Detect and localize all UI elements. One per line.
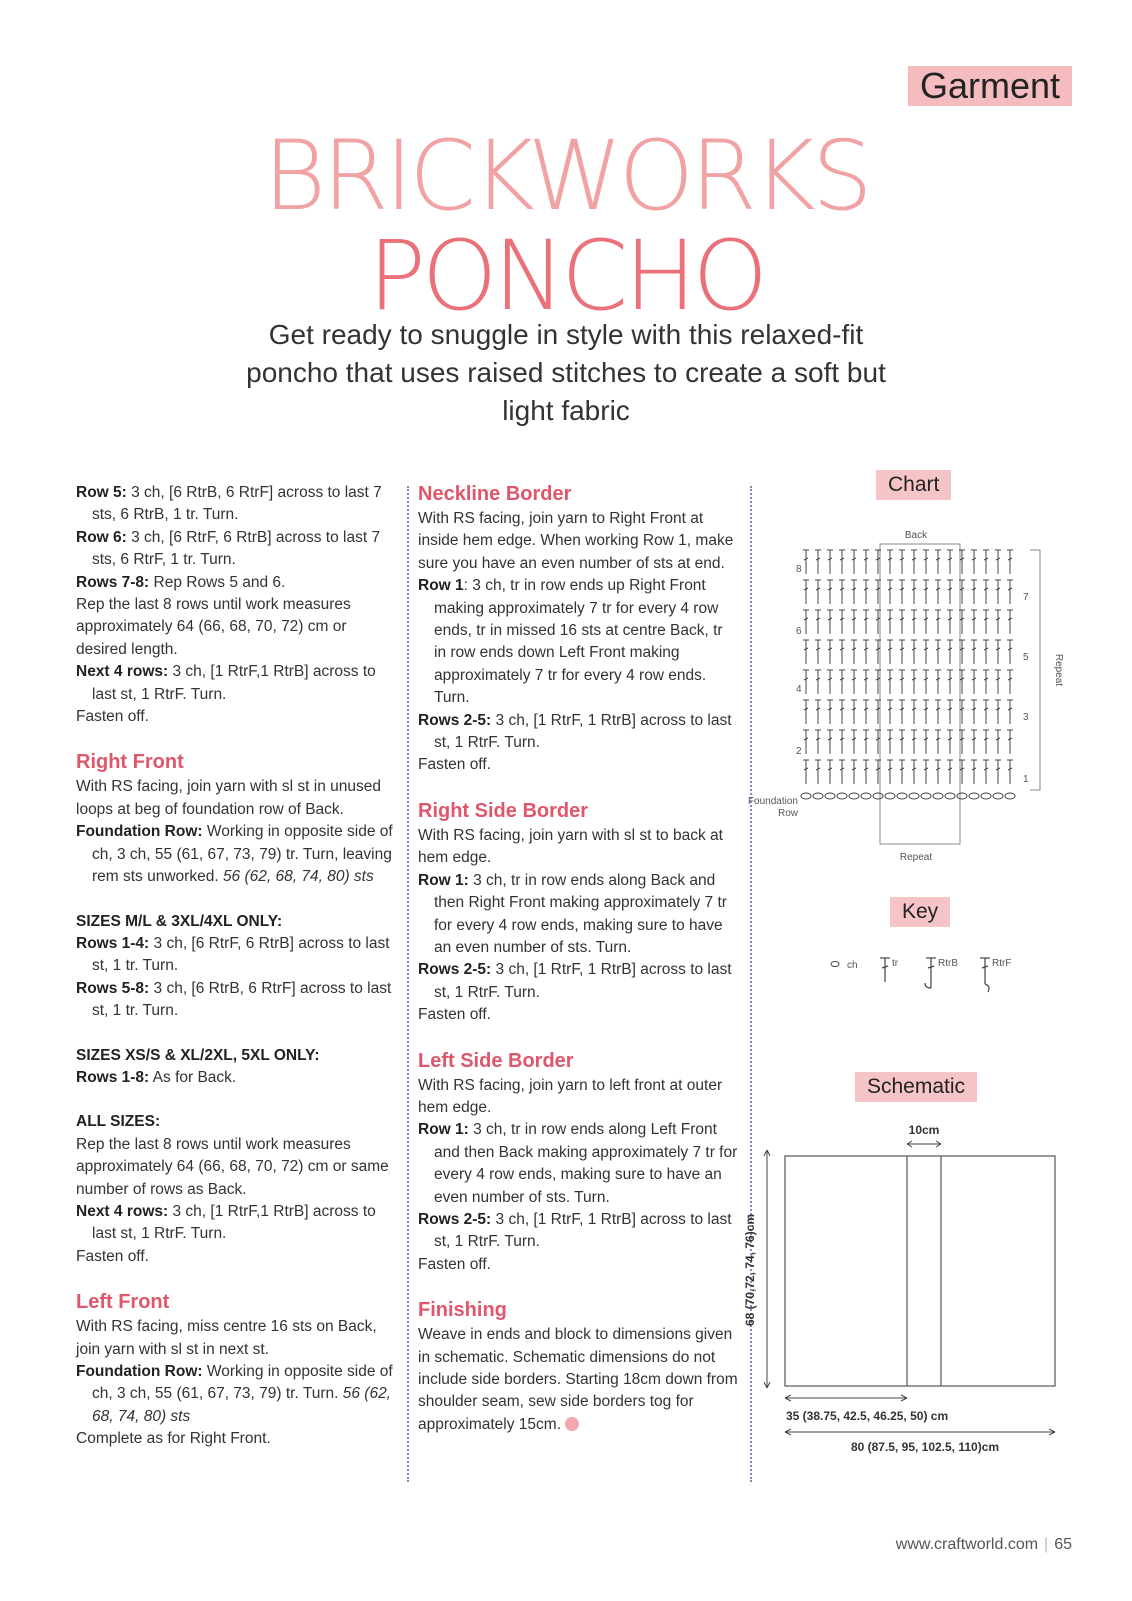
chart-stitch	[827, 760, 833, 784]
chart-row-number: 6	[796, 626, 802, 637]
all-sizes-heading: ALL SIZES:	[76, 1113, 161, 1131]
chart-stitch	[863, 760, 869, 784]
fasten-off: Fasten off.	[76, 1247, 149, 1265]
chart-stitch	[851, 550, 857, 574]
finishing-heading: Finishing	[418, 1299, 507, 1322]
chart-stitch	[971, 610, 977, 634]
right-side-border-rows-2-5: Rows 2-5: 3 ch, [1 RtrF, 1 RtrB] across to last st, 1 RtrF. Turn.	[418, 961, 732, 1001]
chart-stitch	[815, 610, 821, 634]
yarn-ball-icon	[565, 1417, 579, 1431]
chart-stitch	[863, 580, 869, 604]
right-side-border-row-1: Row 1: 3 ch, tr in row ends along Back and then Right Front making approximately 7 tr for every 4 row ends, making sure to have an even number of sts. Turn.	[418, 871, 727, 956]
chart-stitch	[971, 760, 977, 784]
chart-stitch	[899, 640, 905, 664]
chart-stitch	[899, 760, 905, 784]
neckline-intro: With RS facing, join yarn to Right Front at inside hem edge. When working Row 1, make sure you have an even number of sts at end.	[418, 510, 734, 572]
chart-stitch	[911, 550, 917, 574]
chart-label: Chart	[876, 470, 951, 500]
chart-stitch	[947, 700, 953, 724]
chart-chain-stitch	[1005, 793, 1015, 799]
chart-stitch	[887, 640, 893, 664]
chart-chain-stitch	[897, 793, 907, 799]
chart-stitch	[899, 730, 905, 754]
chart-stitch	[935, 700, 941, 724]
left-side-border-rows-2-5: Rows 2-5: 3 ch, [1 RtrF, 1 RtrB] across to last st, 1 RtrF. Turn.	[418, 1210, 732, 1251]
chart-stitch	[803, 700, 809, 724]
chart-chain-stitch	[813, 793, 823, 799]
chart-stitch	[983, 580, 989, 604]
chart-stitch	[983, 730, 989, 754]
chart-chain-stitch	[957, 793, 967, 799]
chart-stitch	[995, 610, 1001, 634]
right-front-heading: Right Front	[76, 751, 184, 774]
chart-stitch	[911, 760, 917, 784]
chart-stitch	[995, 580, 1001, 604]
chart-stitch	[827, 700, 833, 724]
xs-rows-1-8: Rows 1-8: As for Back.	[76, 1068, 237, 1086]
chart-repeat-side-label: Repeat	[1053, 653, 1064, 687]
left-front-heading: Left Front	[76, 1291, 170, 1314]
stitch-chart	[740, 520, 1080, 870]
fasten-off: Fasten off.	[418, 756, 491, 774]
footer-url: www.craftworld.com	[895, 1536, 1039, 1553]
chart-stitch	[983, 640, 989, 664]
chart-back-label: Back	[904, 530, 928, 541]
chart-stitch	[983, 670, 989, 694]
chart-stitch	[839, 550, 845, 574]
chart-stitch	[923, 700, 929, 724]
schematic-label: Schematic	[855, 1072, 977, 1102]
chart-stitch	[995, 550, 1001, 574]
chart-stitch	[815, 580, 821, 604]
neckline-border-heading: Neckline Border	[418, 483, 572, 505]
chart-stitch	[851, 760, 857, 784]
page-number: 65	[1054, 1536, 1072, 1553]
chart-stitch	[911, 730, 917, 754]
schematic-full-width: 80 (87.5, 95, 102.5, 110)cm	[850, 1440, 1000, 1454]
chart-stitch	[923, 670, 929, 694]
chart-stitch	[827, 550, 833, 574]
chart-stitch	[911, 610, 917, 634]
chart-stitch	[971, 670, 977, 694]
chart-stitch	[911, 670, 917, 694]
chart-stitch-rows	[801, 550, 1015, 799]
chart-row-number: 1	[1023, 774, 1029, 785]
schematic-height: 68 (70,72, 74, 76)cm	[743, 1213, 757, 1327]
chart-stitch	[995, 730, 1001, 754]
chart-stitch	[803, 580, 809, 604]
chart-stitch	[995, 640, 1001, 664]
chain-symbol-icon	[831, 962, 839, 967]
schematic-diagram	[740, 1110, 1080, 1470]
chart-stitch	[1007, 730, 1013, 754]
footer-separator: |	[1044, 1536, 1049, 1553]
chart-stitch	[839, 730, 845, 754]
chart-stitch	[827, 640, 833, 664]
chart-stitch	[899, 670, 905, 694]
chart-row-number: 4	[796, 684, 802, 695]
chart-stitch	[827, 610, 833, 634]
chart-stitch	[839, 640, 845, 664]
chart-stitch	[803, 640, 809, 664]
chart-chain-stitch	[921, 793, 931, 799]
sizes-xs-heading: SIZES XS/S & XL/2XL, 5XL ONLY:	[76, 1046, 320, 1064]
chart-stitch	[887, 550, 893, 574]
chart-row-number: 7	[1023, 592, 1029, 603]
chart-stitch	[803, 550, 809, 574]
chart-foundation-label-1: Foundation	[747, 796, 798, 807]
chart-row-number: 3	[1023, 712, 1029, 723]
chart-chain-stitch	[873, 793, 883, 799]
chart-stitch	[947, 610, 953, 634]
chart-chain-stitch	[825, 793, 835, 799]
chart-stitch	[923, 730, 929, 754]
chart-chain-stitch	[909, 793, 919, 799]
chart-stitch	[827, 730, 833, 754]
chart-chain-stitch	[981, 793, 991, 799]
chart-stitch	[815, 700, 821, 724]
chart-stitch	[851, 610, 857, 634]
chart-stitch	[863, 700, 869, 724]
chart-stitch	[923, 580, 929, 604]
chart-stitch	[863, 670, 869, 694]
chart-stitch	[803, 670, 809, 694]
chart-stitch	[947, 580, 953, 604]
right-side-border-heading: Right Side Border	[418, 799, 589, 822]
fasten-off: Fasten off.	[76, 708, 149, 726]
chart-stitch	[899, 610, 905, 634]
chart-stitch	[851, 730, 857, 754]
chart-stitch	[935, 730, 941, 754]
chart-chain-stitch	[861, 793, 871, 799]
rows-7-8-instruction: Rows 7-8: Rep Rows 5 and 6.	[76, 573, 286, 591]
key-rtrb-label: RtrB	[938, 958, 958, 969]
left-front-intro: With RS facing, miss centre 16 sts on Back, join yarn with sl st in next st.	[76, 1318, 377, 1358]
left-side-border-heading: Left Side Border	[418, 1049, 574, 1072]
rtrf-symbol-icon	[980, 958, 990, 992]
chart-stitch	[827, 670, 833, 694]
chart-stitch	[839, 670, 845, 694]
chart-stitch	[983, 760, 989, 784]
chart-stitch	[839, 760, 845, 784]
chart-stitch	[923, 760, 929, 784]
rtrb-symbol-icon	[925, 958, 936, 988]
chart-stitch	[911, 700, 917, 724]
left-front-foundation: Foundation Row: Working in opposite side of ch, 3 ch, 55 (61, 67, 73, 79) tr. Turn. 56 (62, 68, 74, 80) sts	[76, 1363, 393, 1425]
chart-stitch	[947, 670, 953, 694]
chart-row-number: 5	[1023, 652, 1029, 663]
chart-row-number: 2	[796, 746, 802, 757]
chart-stitch	[827, 580, 833, 604]
chart-row-number: 8	[796, 564, 802, 575]
chart-chain-stitch	[885, 793, 895, 799]
chart-stitch	[995, 760, 1001, 784]
next-4-rows-instruction: Next 4 rows: 3 ch, [1 RtrF,1 RtrB] across to last st, 1 RtrF. Turn.	[76, 663, 376, 703]
key-tr-label: tr	[892, 958, 899, 969]
chart-stitch	[947, 640, 953, 664]
chart-stitch	[947, 730, 953, 754]
chart-stitch	[971, 700, 977, 724]
ml-rows-5-8: Rows 5-8: 3 ch, [6 RtrB, 6 RtrF] across to last st, 1 tr. Turn.	[76, 979, 392, 1020]
chart-stitch	[887, 610, 893, 634]
chart-stitch	[983, 700, 989, 724]
chart-stitch	[971, 730, 977, 754]
chart-stitch	[923, 550, 929, 574]
left-front-complete: Complete as for Right Front.	[76, 1430, 271, 1448]
key-ch-label: ch	[847, 960, 858, 971]
chart-stitch	[923, 610, 929, 634]
right-front-foundation: Foundation Row: Working in opposite side of ch, 3 ch, 55 (61, 67, 73, 79) tr. Turn, leaving rem sts unworked. 56 (62, 68, 74, 80) sts	[76, 823, 393, 886]
schematic-neck-width: 10cm	[908, 1123, 940, 1137]
row-6-instruction: Row 6: 3 ch, [6 RtrF, 6 RtrB] across to last 7 sts, 6 RtrF, 1 tr. Turn.	[76, 528, 381, 569]
right-front-intro: With RS facing, join yarn with sl st in unused loops at beg of foundation row of Back.	[76, 778, 381, 818]
chart-stitch	[935, 640, 941, 664]
chart-repeat-label: Repeat	[899, 852, 933, 863]
chart-stitch	[803, 760, 809, 784]
chart-chain-stitch	[945, 793, 955, 799]
chart-stitch	[995, 670, 1001, 694]
chart-stitch	[839, 580, 845, 604]
chart-stitch	[839, 700, 845, 724]
sizes-ml-heading: SIZES M/L & 3XL/4XL ONLY:	[76, 912, 283, 930]
all-sizes-next-4-rows: Next 4 rows: 3 ch, [1 RtrF,1 RtrB] across to last st, 1 RtrF. Turn.	[76, 1202, 376, 1243]
footer	[896, 1536, 1072, 1554]
column-2	[418, 482, 738, 1436]
all-sizes-repeat: Rep the last 8 rows until work measures approximately 64 (66, 68, 70, 72) cm or same number of rows as Back.	[76, 1135, 389, 1198]
chart-chain-stitch	[849, 793, 859, 799]
key-label: Key	[890, 897, 950, 927]
chart-stitch	[1007, 580, 1013, 604]
chart-stitch	[899, 550, 905, 574]
chart-chain-stitch	[933, 793, 943, 799]
chart-chain-stitch	[801, 793, 811, 799]
stitch-key	[820, 950, 1040, 1000]
chart-stitch	[863, 730, 869, 754]
right-side-border-intro: With RS facing, join yarn with sl st to back at hem edge.	[418, 826, 723, 867]
chart-stitch	[887, 670, 893, 694]
chart-stitch	[887, 700, 893, 724]
finishing-text: Weave in ends and block to dimensions given in schematic. Schematic dimensions do not include side borders. Starting 18cm down from shoulder seam, sew side borders tog for approximately 15cm.	[418, 1326, 738, 1433]
chart-stitch	[983, 610, 989, 634]
chart-stitch	[935, 550, 941, 574]
column-divider	[407, 486, 409, 1482]
schematic-half-width: 35 (38.75, 42.5, 46.25, 50) cm	[786, 1409, 949, 1423]
chart-stitch	[887, 730, 893, 754]
chart-stitch	[851, 640, 857, 664]
chart-stitch	[923, 640, 929, 664]
chart-chain-stitch	[969, 793, 979, 799]
chart-stitch	[1007, 640, 1013, 664]
neckline-row-1: Row 1: 3 ch, tr in row ends up Right Front making approximately 7 tr for every 4 row ends, tr in missed 16 sts at centre Back, tr in row ends down Left Front making approximately 7 tr for every 4 row ends. Turn.	[418, 577, 723, 707]
chart-stitch	[815, 640, 821, 664]
chart-stitch	[935, 760, 941, 784]
subtitle: Get ready to snuggle in style with this relaxed-fit poncho that uses raised stitches to create a soft but light fabric	[246, 319, 886, 426]
treble-symbol-icon	[880, 958, 890, 982]
key-rtrf-label: RtrF	[992, 958, 1012, 969]
chart-stitch	[1007, 760, 1013, 784]
chart-stitch	[863, 610, 869, 634]
chart-stitch	[815, 760, 821, 784]
chart-stitch	[887, 580, 893, 604]
chart-stitch	[1007, 610, 1013, 634]
chart-stitch	[863, 640, 869, 664]
fasten-off: Fasten off.	[418, 1006, 491, 1024]
chart-stitch	[851, 670, 857, 694]
chart-stitch	[983, 550, 989, 574]
section-tag: Garment	[908, 66, 1072, 106]
repeat-instruction: Rep the last 8 rows until work measures approximately 64 (66, 68, 70, 72) cm or desired length.	[76, 596, 351, 658]
chart-stitch	[803, 610, 809, 634]
chart-chain-stitch	[993, 793, 1003, 799]
title-line-1: BRICKWORKS	[263, 120, 869, 232]
chart-stitch	[899, 700, 905, 724]
title-line-2: PONCHO	[367, 220, 765, 332]
chart-stitch	[887, 760, 893, 784]
chart-stitch	[815, 670, 821, 694]
chart-stitch	[971, 580, 977, 604]
row-5-instruction: Row 5: 3 ch, [6 RtrB, 6 RtrF] across to last 7 sts, 6 RtrB, 1 tr. Turn.	[76, 484, 382, 524]
chart-stitch	[851, 580, 857, 604]
chart-stitch	[935, 580, 941, 604]
chart-stitch	[971, 550, 977, 574]
chart-stitch	[815, 730, 821, 754]
chart-stitch	[995, 700, 1001, 724]
chart-stitch	[815, 550, 821, 574]
chart-repeat-bracket	[1030, 550, 1040, 790]
left-side-border-intro: With RS facing, join yarn to left front at outer hem edge.	[418, 1076, 723, 1116]
chart-chain-stitch	[837, 793, 847, 799]
chart-stitch	[911, 580, 917, 604]
chart-stitch	[851, 700, 857, 724]
column-1	[76, 482, 396, 1451]
chart-stitch	[971, 640, 977, 664]
chart-stitch	[935, 670, 941, 694]
chart-stitch	[947, 760, 953, 784]
chart-stitch	[863, 550, 869, 574]
chart-stitch	[899, 580, 905, 604]
fasten-off: Fasten off.	[418, 1255, 491, 1273]
chart-stitch	[1007, 700, 1013, 724]
chart-stitch	[947, 550, 953, 574]
neckline-rows-2-5: Rows 2-5: 3 ch, [1 RtrF, 1 RtrB] across to last st, 1 RtrF. Turn.	[418, 711, 732, 752]
chart-stitch	[935, 610, 941, 634]
chart-stitch	[803, 730, 809, 754]
chart-stitch	[1007, 550, 1013, 574]
chart-stitch	[839, 610, 845, 634]
chart-stitch	[911, 640, 917, 664]
chart-stitch	[1007, 670, 1013, 694]
schematic-body	[785, 1156, 1055, 1386]
chart-foundation-label-2: Row	[777, 808, 798, 819]
left-side-border-row-1: Row 1: 3 ch, tr in row ends along Left Front and then Back making approximately 7 tr for every 4 row ends, making sure to have an even number of sts. Turn.	[418, 1121, 738, 1206]
ml-rows-1-4: Rows 1-4: 3 ch, [6 RtrF, 6 RtrB] across to last st, 1 tr. Turn.	[76, 934, 390, 975]
